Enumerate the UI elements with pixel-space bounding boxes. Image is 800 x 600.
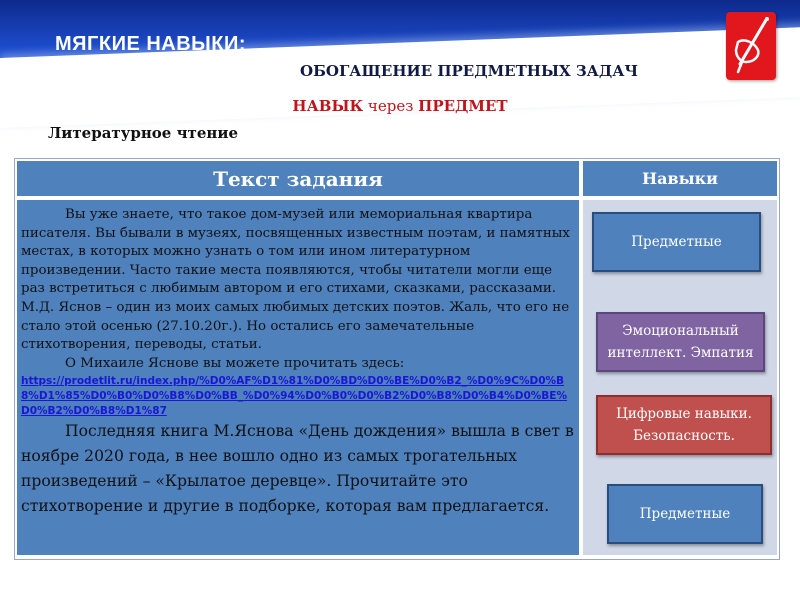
prodetlit-link[interactable]: https://prodetlit.ru/index.php/%D0%AF%D1%81%D0%BD%D0%BE%D0%B2_%D0%9C%D0%B8%D1%85%D0%B0%D0%B8%D0%BB_%D0%94%D0%B0%D0%B2%D0%B8%D0%B4%D0%BE%D0%B2%D0%B8%D1%87	[21, 375, 567, 418]
page-title: МЯГКИЕ НАВЫКИ:	[55, 33, 247, 55]
task-text	[21, 206, 575, 519]
table-header-task: Текст задания	[17, 161, 579, 196]
skill-badge-digital-safety: Цифровые навыки. Безопасность.	[596, 395, 772, 455]
logo	[726, 12, 776, 80]
task-text-cell	[17, 200, 579, 555]
page-subtitle: ОБОГАЩЕНИЕ ПРЕДМЕТНЫХ ЗАДАЧ	[300, 62, 639, 80]
subject-heading: Литературное чтение	[48, 124, 239, 142]
through-word: через	[367, 97, 414, 115]
subject-word: ПРЕДМЕТ	[418, 97, 508, 115]
skill-badge-emotional-intelligence: Эмоциональный интеллект. Эмпатия	[596, 312, 765, 372]
task-paragraph-3: Последняя книга М.Яснова «День дождения» вышла в свет в ноябре 2020 года, в нее вошло одно из самых трогательных произведений – «Крылатое деревце». Прочитайте это стихотворение и другие в подборке, которая вам предлагается.	[21, 422, 574, 516]
task-paragraph-1: Вы уже знаете, что такое дом-музей или мемориальная квартира писателя. Вы бывали в музеях, посвященных известным поэтам, и памятных местах, в которых можно узнать о том или ином литературном произведении. Часто такие места появляются, чтобы читатели могли еще раз встретиться с любимым автором и его стихами, сказками, рассказами. М.Д. Яснов – один из моих самых любимых детских поэтов. Жаль, что его не стало этой осенью (27.10.20г.). Но остались его замечательные стихотворения, переводы, статьи.	[21, 207, 570, 353]
pen-hand-icon	[726, 12, 776, 80]
table-header-skills: Навыки	[583, 161, 777, 196]
task-paragraph-2: О Михаиле Яснове вы можете прочитать здесь:	[65, 355, 405, 371]
skill-badge-subject-2: Предметные	[607, 484, 763, 544]
skill-through-subject-line	[0, 97, 800, 115]
skill-word: НАВЫК	[292, 97, 364, 115]
skill-badge-subject-1: Предметные	[592, 212, 761, 272]
